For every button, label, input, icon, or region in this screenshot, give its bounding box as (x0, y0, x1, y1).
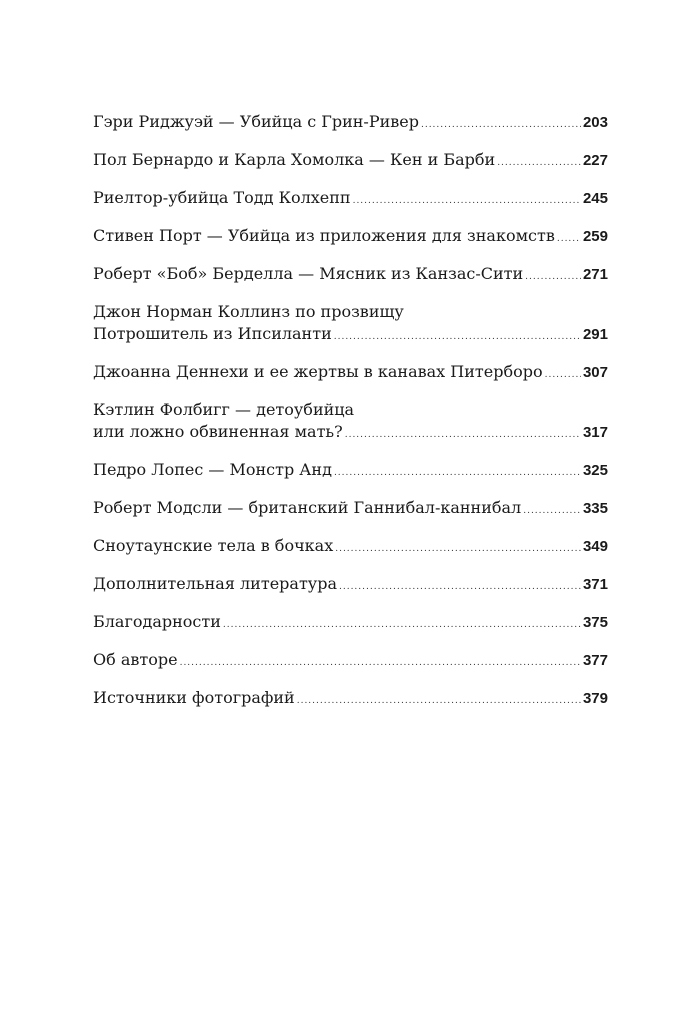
toc-entry-page: 335 (582, 500, 608, 517)
toc-entry-title: Дополнительная литература (93, 574, 337, 593)
toc-entry-title: Роберт «Боб» Берделла — Мясник из Канзас-Сити (93, 264, 524, 283)
toc-entry-title-line1: Джон Норман Коллинз по прозвищу (93, 302, 404, 321)
dot-leader (557, 228, 581, 250)
dot-leader (525, 266, 581, 288)
toc-entry-page: 377 (582, 652, 608, 669)
dot-leader (339, 576, 581, 598)
dot-leader (223, 614, 581, 636)
toc-entry-page: 259 (582, 228, 608, 245)
toc-entry (93, 301, 608, 348)
dot-leader (345, 424, 581, 446)
toc-entry (93, 687, 608, 712)
toc-entry (93, 149, 608, 174)
toc-entry-page: 375 (582, 614, 608, 631)
dot-leader (523, 500, 581, 522)
toc-entry-page: 203 (582, 114, 608, 131)
toc-entry-title: Стивен Порт — Убийца из приложения для знакомств (93, 226, 555, 245)
toc-entry-title: Педро Лопес — Монстр Анд (93, 460, 332, 479)
dot-leader (545, 364, 581, 386)
toc-entry (93, 187, 608, 212)
toc-entry-title: Джоанна Деннехи и ее жертвы в канавах Питерборо (93, 362, 543, 381)
dot-leader (497, 152, 581, 174)
toc-entry (93, 111, 608, 136)
toc-entry (93, 225, 608, 250)
dot-leader (353, 190, 581, 212)
toc-entry (93, 399, 608, 446)
toc-entry-title: Роберт Модсли — британский Ганнибал-каннибал (93, 498, 522, 517)
toc-entry-page: 325 (582, 462, 608, 479)
toc-entry-page: 371 (582, 576, 608, 593)
toc-entry (93, 649, 608, 674)
toc-entry-title: Благодарности (93, 612, 221, 631)
toc-entry-title: или ложно обвиненная мать? (93, 422, 343, 441)
toc-entry (93, 535, 608, 560)
toc-entry-title: Потрошитель из Ипсиланти (93, 324, 332, 343)
toc-entry-page: 291 (582, 326, 608, 343)
toc-entry-title: Источники фотографий (93, 688, 295, 707)
table-of-contents (93, 111, 608, 725)
toc-entry (93, 611, 608, 636)
toc-entry-page: 379 (582, 690, 608, 707)
toc-entry-page: 245 (582, 190, 608, 207)
toc-entry-page: 227 (582, 152, 608, 169)
dot-leader (335, 538, 581, 560)
toc-entry (93, 497, 608, 522)
toc-entry (93, 263, 608, 288)
toc-entry-title: Об авторе (93, 650, 178, 669)
toc-entry (93, 573, 608, 598)
toc-entry (93, 361, 608, 386)
toc-entry-page: 271 (582, 266, 608, 283)
toc-entry (93, 459, 608, 484)
dot-leader (421, 114, 581, 136)
toc-entry-page: 317 (582, 424, 608, 441)
toc-entry-title: Гэри Риджуэй — Убийца с Грин-Ривер (93, 112, 419, 131)
toc-entry-title: Риелтор-убийца Тодд Колхепп (93, 188, 351, 207)
dot-leader (297, 690, 581, 712)
toc-entry-title: Сноутаунские тела в бочках (93, 536, 334, 555)
toc-entry-page: 349 (582, 538, 608, 555)
toc-entry-title: Пол Бернардо и Карла Хомолка — Кен и Барби (93, 150, 496, 169)
dot-leader (334, 326, 581, 348)
toc-entry-title-line1: Кэтлин Фолбигг — детоубийца (93, 400, 355, 419)
toc-entry-page: 307 (582, 364, 608, 381)
dot-leader (334, 462, 581, 484)
dot-leader (180, 652, 581, 674)
